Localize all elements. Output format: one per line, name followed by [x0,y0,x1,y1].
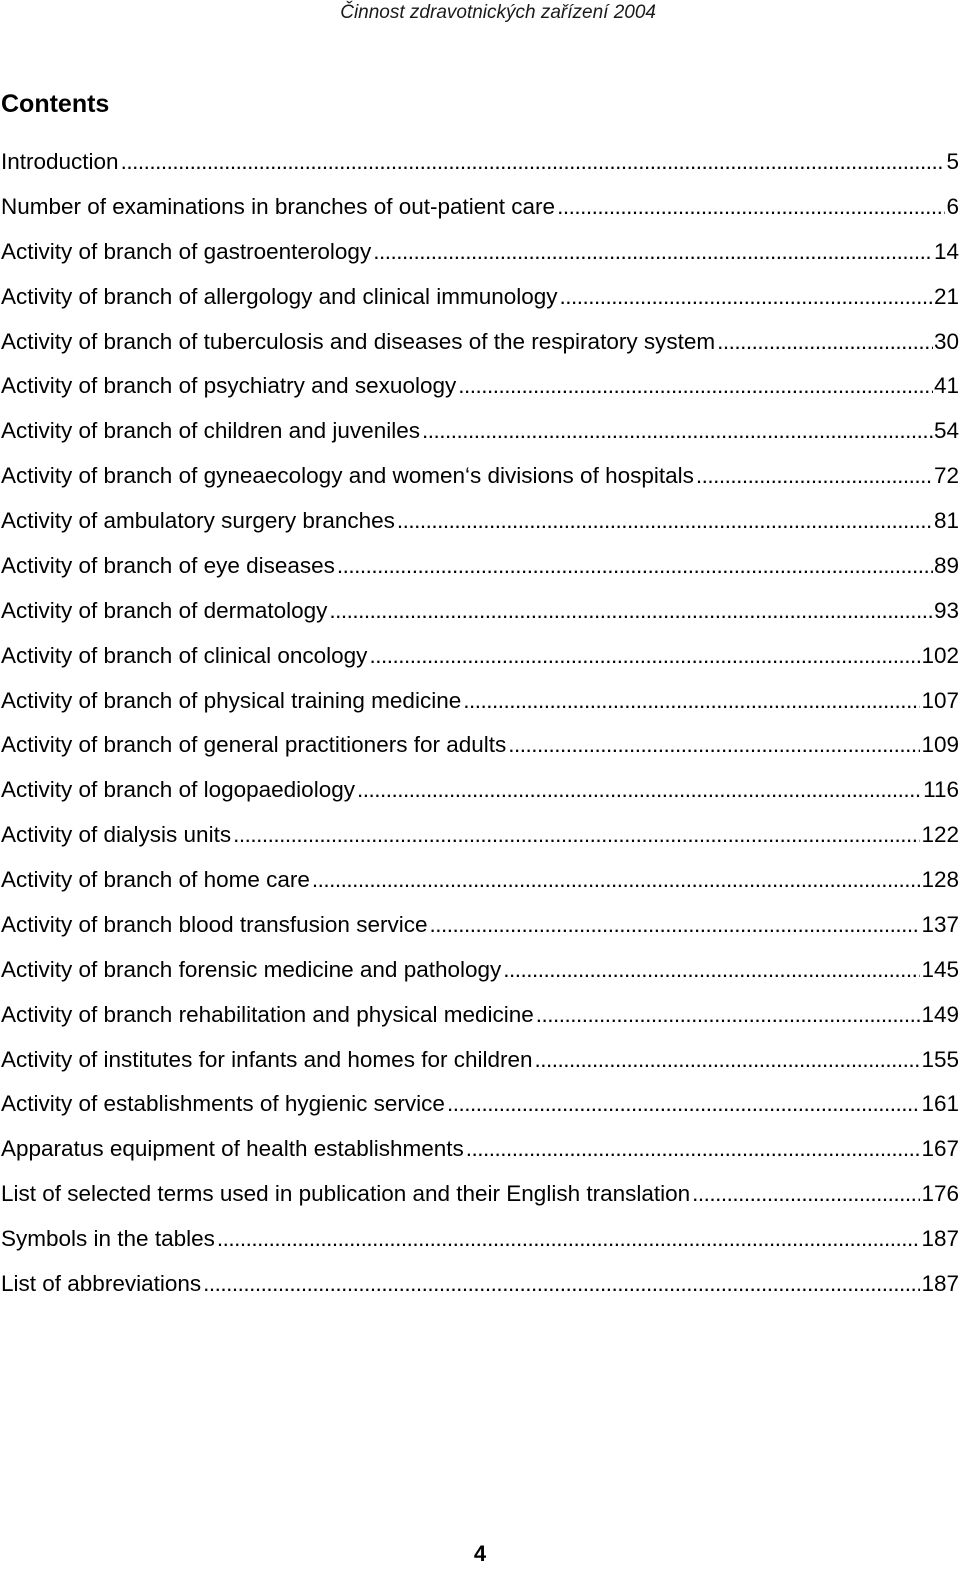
dot-leader [458,367,933,405]
toc-entry-title: Activity of branch of general practitioners for adults [1,732,507,758]
toc-entry[interactable] [0,771,959,816]
toc-entry[interactable] [0,188,959,233]
toc-entry-title: Activity of branch of allergology and clinical immunology [1,283,558,309]
toc-entry[interactable] [0,816,959,861]
toc-entry-title: Activity of dialysis units [1,822,232,848]
toc-entry-title: Number of examinations in branches of out-patient care [1,193,556,219]
toc-entry-page: 54 [933,418,959,444]
toc-entry-page: 30 [933,328,959,354]
dot-leader [503,951,920,989]
toc-entry-title: Apparatus equipment of health establishments [1,1136,464,1162]
toc-entry[interactable] [0,233,959,278]
toc-entry-page: 41 [933,373,959,399]
toc-entry[interactable] [0,412,959,457]
toc-entry-page: 5 [946,149,959,174]
dot-leader [337,547,933,585]
toc-entry[interactable] [0,323,959,368]
toc-entry-page: 137 [921,911,959,937]
dot-leader [233,816,920,854]
toc-entry[interactable] [0,951,959,996]
dot-leader [357,771,922,809]
toc-entry-page: 6 [946,193,959,219]
toc-entry-title: Activity of branch of tuberculosis and diseases of the respiratory system [1,328,716,354]
toc-entry[interactable] [0,682,959,727]
dot-leader [397,502,933,540]
toc-entry-title: List of abbreviations [1,1270,202,1296]
toc-entry-page: 155 [921,1046,959,1072]
dot-leader [466,1130,921,1168]
dot-leader [560,278,933,316]
toc-entry-title: Activity of branch blood transfusion service [1,911,428,937]
toc-entry-title: Activity of branch of dermatology [1,597,328,623]
toc-entry[interactable] [0,637,959,682]
toc-entry[interactable] [0,457,959,502]
toc-entry[interactable] [0,592,959,637]
toc-entry[interactable] [0,143,959,188]
toc-entry[interactable] [0,1220,959,1265]
contents-heading: Contents [1,90,110,118]
table-of-contents [0,143,959,1310]
toc-entry-title: Activity of branch of psychiatry and sexuology [1,373,457,399]
toc-entry-title: Activity of branch rehabilitation and physical medicine [1,1001,534,1027]
dot-leader [422,412,933,450]
toc-entry-page: 107 [921,687,959,713]
dot-leader [508,726,920,764]
toc-entry-page: 116 [923,777,959,803]
dot-leader [717,323,933,361]
toc-entry-title: Activity of branch of gastroenterology [1,238,372,264]
toc-entry-title: Activity of branch of gyneaecology and women‘s divisions of hospitals [1,463,694,489]
toc-entry[interactable] [0,1130,959,1175]
toc-entry-page: 187 [921,1270,959,1296]
dot-leader [369,637,920,675]
toc-entry-page: 161 [921,1091,959,1117]
toc-entry-title: Activity of branch of home care [1,867,310,892]
dot-leader [447,1085,921,1123]
toc-entry[interactable] [0,367,959,412]
toc-entry-title: Activity of branch of logopaediology [1,777,355,803]
toc-entry[interactable] [0,726,959,771]
toc-entry-page: 145 [921,956,959,982]
dot-leader [535,1041,921,1079]
dot-leader [217,1220,921,1258]
toc-entry-title: List of selected terms used in publication and their English translation [1,1181,691,1207]
toc-entry-page: 176 [921,1181,959,1207]
toc-entry[interactable] [0,547,959,592]
toc-entry-page: 187 [921,1226,959,1251]
toc-entry-page: 149 [921,1001,959,1027]
running-header: Činnost zdravotnických zařízení 2004 [340,2,656,23]
toc-entry-page: 72 [933,463,959,489]
toc-entry[interactable] [0,502,959,547]
dot-leader [463,682,920,720]
dot-leader [557,188,945,226]
toc-entry-title: Activity of branch of clinical oncology [1,642,368,668]
dot-leader [692,1175,920,1213]
toc-entry-title: Activity of establishments of hygienic service [1,1091,445,1117]
toc-entry-title: Activity of ambulatory surgery branches [1,508,395,533]
toc-entry-page: 128 [921,867,959,892]
toc-entry[interactable] [0,1041,959,1086]
toc-entry[interactable] [0,1085,959,1130]
toc-entry-page: 93 [933,597,959,623]
toc-entry-title: Introduction [1,149,119,174]
toc-entry-title: Activity of branch of children and juveniles [1,418,420,444]
toc-entry[interactable] [0,278,959,323]
toc-entry-page: 21 [933,283,959,309]
dot-leader [203,1265,920,1303]
dot-leader [373,233,933,271]
toc-entry-page: 81 [933,508,959,533]
dot-leader [696,457,933,495]
toc-entry-page: 102 [921,642,959,668]
page-number: 4 [473,1541,487,1566]
toc-entry-page: 109 [921,732,959,758]
dot-leader [429,906,920,944]
dot-leader [121,143,946,181]
toc-entry-title: Activity of branch forensic medicine and pathology [1,956,502,982]
toc-entry[interactable] [0,861,959,906]
dot-leader [312,861,921,899]
toc-entry-title: Activity of institutes for infants and homes for children [1,1046,533,1072]
dot-leader [329,592,933,630]
toc-entry[interactable] [0,906,959,951]
toc-entry[interactable] [0,996,959,1041]
toc-entry-title: Symbols in the tables [1,1226,215,1251]
toc-entry-title: Activity of branch of eye diseases [1,552,335,578]
toc-entry[interactable] [0,1265,959,1310]
toc-entry-page: 14 [933,238,959,264]
toc-entry-page: 122 [921,822,959,848]
toc-entry-page: 89 [933,552,959,578]
toc-entry[interactable] [0,1175,959,1220]
dot-leader [536,996,921,1034]
toc-entry-page: 167 [921,1136,959,1162]
toc-entry-title: Activity of branch of physical training medicine [1,687,462,713]
